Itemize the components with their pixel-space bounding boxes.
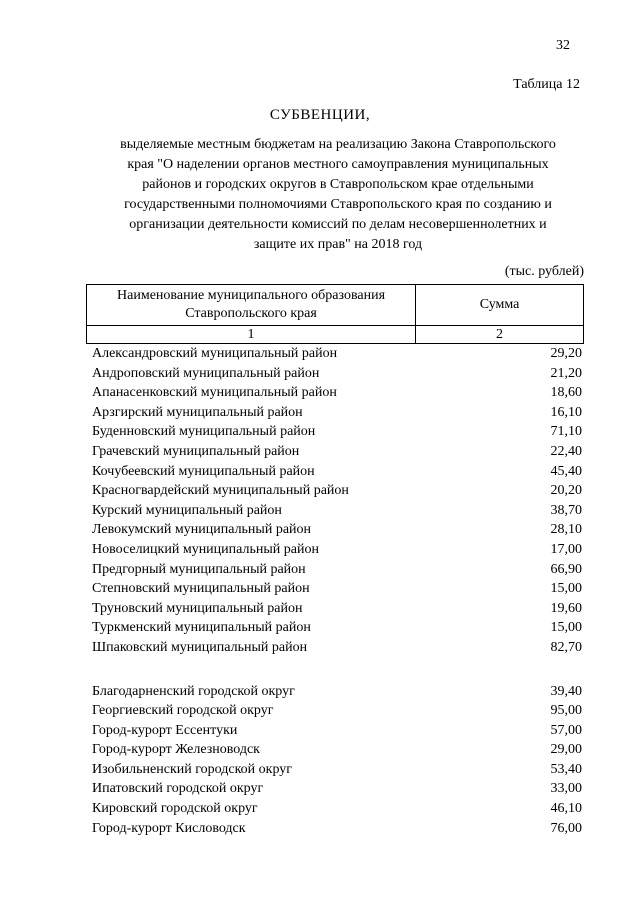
row-name: Город-курорт Кисловодск — [92, 820, 246, 836]
table-row — [92, 383, 582, 403]
table-row — [92, 344, 582, 364]
row-value: 39,40 — [550, 683, 582, 699]
subtitle-line: организации деятельности комиссий по делам несовершеннолетних и — [129, 217, 547, 232]
table-row — [92, 540, 582, 560]
table-body — [92, 344, 582, 838]
document-title: СУБВЕНЦИИ, — [269, 107, 371, 123]
subtitle-line: края "О наделении органов местного самоуправления муниципальных — [127, 157, 549, 172]
row-name: Красногвардейский муниципальный район — [92, 483, 349, 499]
row-value: 21,20 — [550, 365, 582, 381]
table-row — [92, 638, 582, 658]
header-name-line: Ставропольского края — [185, 306, 317, 321]
row-value: 33,00 — [550, 781, 582, 797]
table-row — [92, 364, 582, 384]
row-name: Новоселицкий муниципальный район — [92, 541, 319, 557]
table-row — [92, 740, 582, 760]
row-name: Ипатовский городской округ — [92, 781, 264, 797]
table-row — [92, 682, 582, 702]
row-name: Благодарненский городской округ — [92, 683, 295, 699]
table-row — [92, 819, 582, 839]
row-name: Город-курорт Железноводск — [92, 742, 260, 758]
row-value: 95,00 — [550, 703, 582, 719]
table-row — [92, 779, 582, 799]
row-name: Предгорный муниципальный район — [92, 561, 306, 577]
units-label: (тыс. рублей) — [504, 264, 584, 279]
table-row — [92, 481, 582, 501]
row-name: Апанасенковский муниципальный район — [92, 385, 337, 401]
table-row — [92, 618, 582, 638]
okrugs-list — [92, 682, 582, 839]
table-row — [92, 520, 582, 540]
section-gap — [92, 658, 582, 682]
row-value: 22,40 — [550, 443, 582, 459]
table-row — [92, 462, 582, 482]
table-row — [92, 501, 582, 521]
row-value: 82,70 — [550, 639, 582, 655]
row-name: Левокумский муниципальный район — [92, 522, 312, 538]
header-column-number: 2 — [416, 326, 584, 344]
row-name: Арзгирский муниципальный район — [92, 404, 303, 420]
row-name: Степновский муниципальный район — [92, 581, 310, 597]
row-name: Георгиевский городской округ — [92, 703, 274, 719]
row-name: Андроповский муниципальный район — [92, 365, 320, 381]
row-value: 71,10 — [550, 424, 582, 440]
row-value: 57,00 — [550, 722, 582, 738]
row-value: 66,90 — [550, 561, 582, 577]
table-row — [92, 760, 582, 780]
table-row — [92, 799, 582, 819]
row-value: 46,10 — [550, 801, 582, 817]
row-value: 20,20 — [550, 483, 582, 499]
row-name: Изобильненский городской округ — [92, 761, 293, 777]
row-name: Грачевский муниципальный район — [92, 443, 300, 459]
table-row — [92, 701, 582, 721]
table-header — [86, 284, 584, 344]
subtitle-line: выделяемые местным бюджетам на реализацию Закона Ставропольского — [120, 137, 556, 152]
table-row — [92, 579, 582, 599]
header-sum-column: Сумма — [416, 285, 584, 326]
subtitle-line: государственными полномочиями Ставропольского края по созданию и — [124, 197, 552, 212]
header-column-number: 1 — [87, 326, 416, 344]
row-name: Курский муниципальный район — [92, 502, 282, 518]
table-row — [92, 721, 582, 741]
header-name-line: Наименование муниципального образования — [117, 288, 386, 303]
table-row — [92, 560, 582, 580]
row-value: 38,70 — [550, 502, 582, 518]
row-name: Труновский муниципальный район — [92, 600, 303, 616]
row-value: 17,00 — [550, 541, 582, 557]
row-value: 76,00 — [550, 820, 582, 836]
row-name: Город-курорт Ессентуки — [92, 722, 238, 738]
table-row — [92, 403, 582, 423]
row-name: Шпаковский муниципальный район — [92, 639, 308, 655]
subtitle-line: районов и городских округов в Ставропольском крае отдельными — [142, 177, 534, 192]
row-value: 45,40 — [550, 463, 582, 479]
row-value: 16,10 — [550, 404, 582, 420]
row-value: 29,00 — [550, 742, 582, 758]
table-row — [92, 422, 582, 442]
row-name: Туркменский муниципальный район — [92, 620, 311, 636]
row-name: Кировский городской округ — [92, 801, 258, 817]
row-value: 19,60 — [550, 600, 582, 616]
table-row — [92, 442, 582, 462]
districts-list — [92, 344, 582, 658]
row-name: Буденновский муниципальный район — [92, 424, 316, 440]
row-value: 53,40 — [550, 761, 582, 777]
header-name-column — [87, 285, 416, 326]
row-value: 18,60 — [550, 385, 582, 401]
row-value: 15,00 — [550, 581, 582, 597]
subtitle-line: защите их прав" на 2018 год — [253, 237, 423, 252]
row-value: 29,20 — [550, 346, 582, 361]
row-value: 28,10 — [550, 522, 582, 538]
table-label: Таблица 12 — [513, 77, 580, 92]
page-number: 32 — [556, 38, 570, 53]
table-row — [92, 599, 582, 619]
row-value: 15,00 — [550, 620, 582, 636]
document-subtitle — [88, 135, 588, 255]
row-name: Александровский муниципальный район — [92, 346, 338, 361]
row-name: Кочубеевский муниципальный район — [92, 463, 315, 479]
